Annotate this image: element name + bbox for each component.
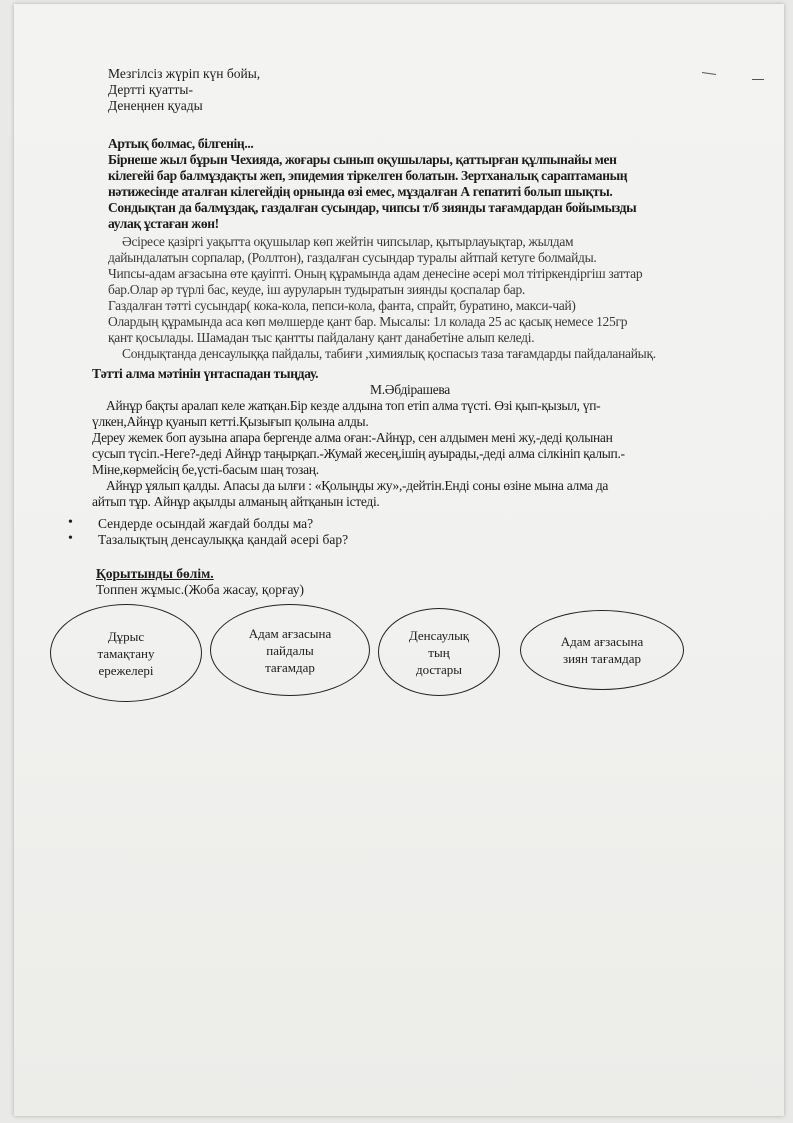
paragraph-line: Сондықтан да балмұздақ, газдалған сусындар, чипсы т/б зиянды тағамдардан бойымызды xyxy=(108,200,637,215)
story-line: Айнұр ұялып қалды. Апасы да ылғи : «Қолыңды жу»,-дейтін.Енді соны өзіне мына алма да xyxy=(106,478,609,493)
oval-text: тамақтану xyxy=(97,645,155,661)
oval-text: Дұрыс xyxy=(107,628,145,644)
section-heading: Артық болмас, білгенің... xyxy=(108,136,254,151)
oval-text: зиян тағамдар xyxy=(562,651,642,666)
oval-text: пайдалы xyxy=(266,642,314,658)
story-section xyxy=(92,366,728,510)
paragraph-line: дайындалатын сорпалар, (Роллтон), газдалған сусындар туралы айтпай кетуге болмайды. xyxy=(108,250,597,265)
paragraph-line: қант қосылады. Шамадан тыс қантты пайдалану қант данабетіне алып келеді. xyxy=(108,330,535,345)
paragraph-line: бар.Олар әр түрлі бас, кеуде, іш ауруларын тудыратын зиянды қоспалар бар. xyxy=(108,282,525,297)
pen-mark xyxy=(752,79,764,80)
paragraph-line: аулақ ұстаған жөн! xyxy=(108,216,219,231)
oval-text: Адам ағзасына xyxy=(248,625,332,641)
story-line: Айнұр бақты аралап келе жатқан.Бір кезде алдына топ етіп алма түсті. Өзі қып-қызыл, үп- xyxy=(106,398,601,413)
story-line: Дереу жемек боп аузына апара бергенде алма оған:-Айнұр, сен алдымен мені жу,-деді қолынан xyxy=(92,430,613,445)
story-line: үлкен,Айнұр қуанып кетті.Қызығып қолына алды. xyxy=(92,414,369,429)
conclusion-subheading: Топпен жұмыс.(Жоба жасау, қорғау) xyxy=(96,582,305,597)
warning-section xyxy=(108,136,724,232)
oval-health-friends xyxy=(378,608,500,696)
questions xyxy=(58,516,718,548)
info-paragraph xyxy=(108,234,724,362)
conclusion-heading: Қорытынды бөлім. xyxy=(96,566,214,581)
oval-text: Денсаулық xyxy=(408,627,470,643)
story-line: Міне,көрмейсің бе,үсті-басым шаң тозаң. xyxy=(92,462,319,477)
oval-text: тағамдар xyxy=(265,659,315,675)
oval-text: тың xyxy=(428,644,450,660)
oval-proper-nutrition xyxy=(50,604,202,702)
story-author: М.Әбдірашева xyxy=(370,382,450,397)
story-line: айтып тұр. Айнұр ақылды алманың айтқанын істеді. xyxy=(92,494,380,509)
paragraph-line: Сондықтанда денсаулыққа пайдалы, табиғи ,химиялық қоспасыз таза тағамдарды пайдаланайық. xyxy=(122,346,656,361)
oval-text: Адам ағзасына xyxy=(560,634,644,649)
question-item xyxy=(58,532,718,548)
poem-line: Денеңнен қуады xyxy=(108,98,203,113)
question-text: Сендерде осындай жағдай болды ма? xyxy=(98,516,314,531)
paragraph-line: Әсіресе қазіргі уақытта оқушылар көп жейтін чипсылар, қытырлауықтар, жылдам xyxy=(122,234,574,249)
conclusion-section xyxy=(96,566,712,598)
oval-healthy-foods xyxy=(210,604,370,696)
intro-poem xyxy=(108,66,724,114)
oval-harmful-foods xyxy=(520,610,684,690)
question-item xyxy=(58,516,718,532)
poem-line: Мезгілсіз жүріп күн бойы, xyxy=(108,66,261,81)
paragraph-line: кілегейі бар балмұздақты жеп, эпидемия тіркелген болатын. Зертханалық сараптаманың xyxy=(108,168,628,183)
paragraph-line: Чипсы-адам ағзасына өте қауіпті. Оның құрамында адам денесіне әсері мол тітіркендіргіш заттар xyxy=(108,266,643,281)
oval-text: достары xyxy=(415,661,463,677)
story-heading: Тәтті алма мәтінін үнтаспадан тыңдау. xyxy=(92,366,319,381)
paragraph-line: Бірнеше жыл бұрын Чехияда, жоғары сынып оқушылары, қаттырған құлпынайы мен xyxy=(108,152,617,167)
question-text: Тазалықтың денсаулыққа қандай әсері бар? xyxy=(98,532,349,547)
paragraph-line: нәтижесінде аталған кілегейдің орнында өзі емес, мұздалған А гепатиті болып шықты. xyxy=(108,184,613,199)
paragraph-line: Газдалған тәтті сусындар( кока-кола, пепси-кола, фанта, спрайт, буратино, макси-чай) xyxy=(108,298,576,313)
story-line: сусып түсіп.-Неге?-деді Айнұр таңырқап.-Жумай жесең,ішің ауырады,-деді алма сілкініп қалып.- xyxy=(92,446,625,461)
oval-text: ережелері xyxy=(98,662,154,678)
poem-line: Дертті қуатты- xyxy=(108,82,194,97)
paragraph-line: Олардың құрамында аса көп мөлшерде қант бар. Мысалы: 1л колада 25 ас қасық немесе 125гр xyxy=(108,314,628,329)
